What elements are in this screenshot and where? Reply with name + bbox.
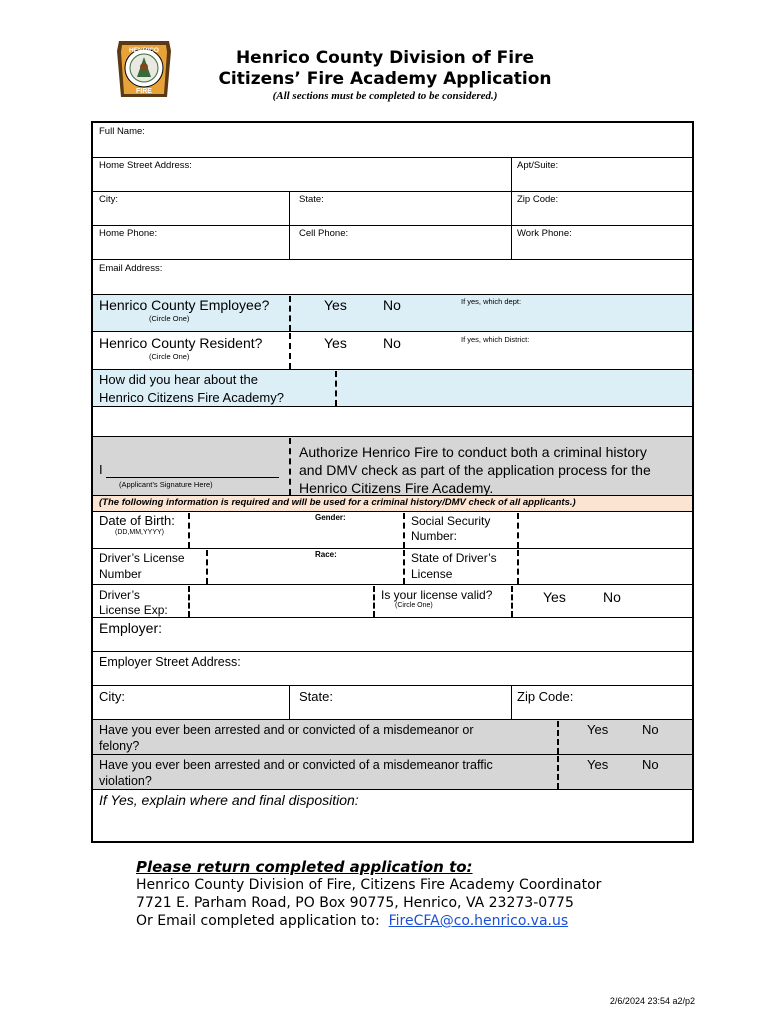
full-name-label: Full Name: [99, 126, 145, 137]
dl-exp-label-line2: License Exp: [99, 603, 168, 617]
completion-note: (All sections must be completed to be considered.) [272, 90, 498, 102]
page-title: Henrico County Division of Fire [235, 48, 535, 68]
employer-label: Employer: [99, 620, 163, 636]
resident-question: Henrico County Resident? [99, 335, 263, 351]
email-label: Email Address: [99, 263, 163, 274]
resident-yes-option[interactable]: Yes [324, 335, 347, 351]
gender-label: Gender: [315, 513, 346, 522]
email-link[interactable]: FireCFA@co.henrico.va.us [388, 913, 569, 929]
required-note: (The following information is required and will be used for a criminal history/DMV check of all applicants.) [99, 497, 576, 508]
work-phone-label: Work Phone: [517, 228, 572, 239]
return-line3: Or Email completed application to: FireCFA@co.henrico.va.us [136, 913, 569, 929]
resident-district-label: If yes, which District: [461, 335, 530, 344]
license-valid-question: Is your license valid? [381, 588, 493, 602]
signature-prefix: I [99, 462, 103, 477]
ssn-label-line2: Number: [411, 529, 458, 543]
resident-no-option[interactable]: No [383, 335, 401, 351]
page-subtitle: Citizens’ Fire Academy Application [218, 69, 552, 89]
dl-state-label-line1: State of Driver’s [411, 551, 497, 565]
license-no-option[interactable]: No [603, 589, 621, 605]
employee-circle-one: (Circle One) [149, 314, 190, 323]
arrest-q1-line1: Have you ever been arrested and or convicted of a misdemeanor or [99, 723, 474, 737]
arrest-q1-no-option[interactable]: No [642, 722, 659, 737]
employer-street-label: Employer Street Address: [99, 655, 241, 669]
signature-line[interactable] [106, 477, 279, 478]
license-valid-circle-one: (Circle One) [395, 602, 433, 609]
ssn-label-line1: Social Security [411, 514, 491, 528]
home-street-label: Home Street Address: [99, 160, 192, 171]
city-label: City: [99, 194, 118, 205]
dl-state-label-line2: License [411, 567, 453, 581]
authorize-line3: Henrico Citizens Fire Academy. [299, 480, 494, 496]
svg-text:HENRICO: HENRICO [129, 47, 159, 54]
arrest-q1-line2: felony? [99, 739, 140, 753]
license-yes-option[interactable]: Yes [543, 589, 566, 605]
return-line2: 7721 E. Parham Road, PO Box 90775, Henrico, VA 23273-0775 [136, 895, 574, 911]
employee-dept-label: If yes, which dept: [461, 297, 522, 306]
dob-label: Date of Birth: [99, 513, 175, 528]
employer-zip-label: Zip Code: [517, 689, 574, 704]
cell-phone-label: Cell Phone: [299, 228, 349, 239]
zip-label: Zip Code: [517, 194, 559, 205]
arrest-q2-line1: Have you ever been arrested and or convicted of a misdemeanor traffic [99, 758, 493, 772]
svg-text:FIRE: FIRE [136, 88, 152, 95]
employer-city-label: City: [99, 689, 125, 704]
state-label: State: [299, 194, 324, 205]
employee-no-option[interactable]: No [383, 297, 401, 313]
employee-yes-option[interactable]: Yes [324, 297, 347, 313]
arrest-q2-yes-option[interactable]: Yes [587, 757, 609, 772]
dl-number-label-line2: Number [99, 567, 142, 581]
home-phone-label: Home Phone: [99, 228, 158, 239]
race-label: Race: [315, 550, 337, 559]
apt-suite-label: Apt/Suite: [517, 160, 559, 171]
signature-caption: (Applicant’s Signature Here) [119, 480, 213, 489]
hear-question-line2: Henrico Citizens Fire Academy? [99, 390, 284, 405]
return-line1: Henrico County Division of Fire, Citizens Fire Academy Coordinator [136, 877, 602, 893]
employee-question: Henrico County Employee? [99, 297, 270, 313]
application-form [91, 121, 694, 843]
dl-exp-label-line1: Driver’s [99, 588, 140, 602]
arrest-q2-no-option[interactable]: No [642, 757, 659, 772]
dob-format: (DD,MM,YYYY) [115, 529, 164, 536]
arrest-q1-yes-option[interactable]: Yes [587, 722, 609, 737]
arrest-q2-line2: violation? [99, 774, 152, 788]
explain-label: If Yes, explain where and final disposition: [99, 792, 359, 808]
print-timestamp: 2/6/2024 23:54 a2/p2 [609, 996, 695, 1006]
hear-question-line1: How did you hear about the [99, 372, 258, 387]
return-instructions [136, 858, 601, 930]
dl-number-label-line1: Driver’s License [99, 551, 185, 565]
employer-state-label: State: [299, 689, 333, 704]
return-heading: Please return completed application to: [136, 858, 473, 876]
resident-circle-one: (Circle One) [149, 352, 190, 361]
authorize-line2: and DMV check as part of the application process for the [299, 462, 651, 478]
authorize-line1: Authorize Henrico Fire to conduct both a criminal history [299, 444, 647, 460]
